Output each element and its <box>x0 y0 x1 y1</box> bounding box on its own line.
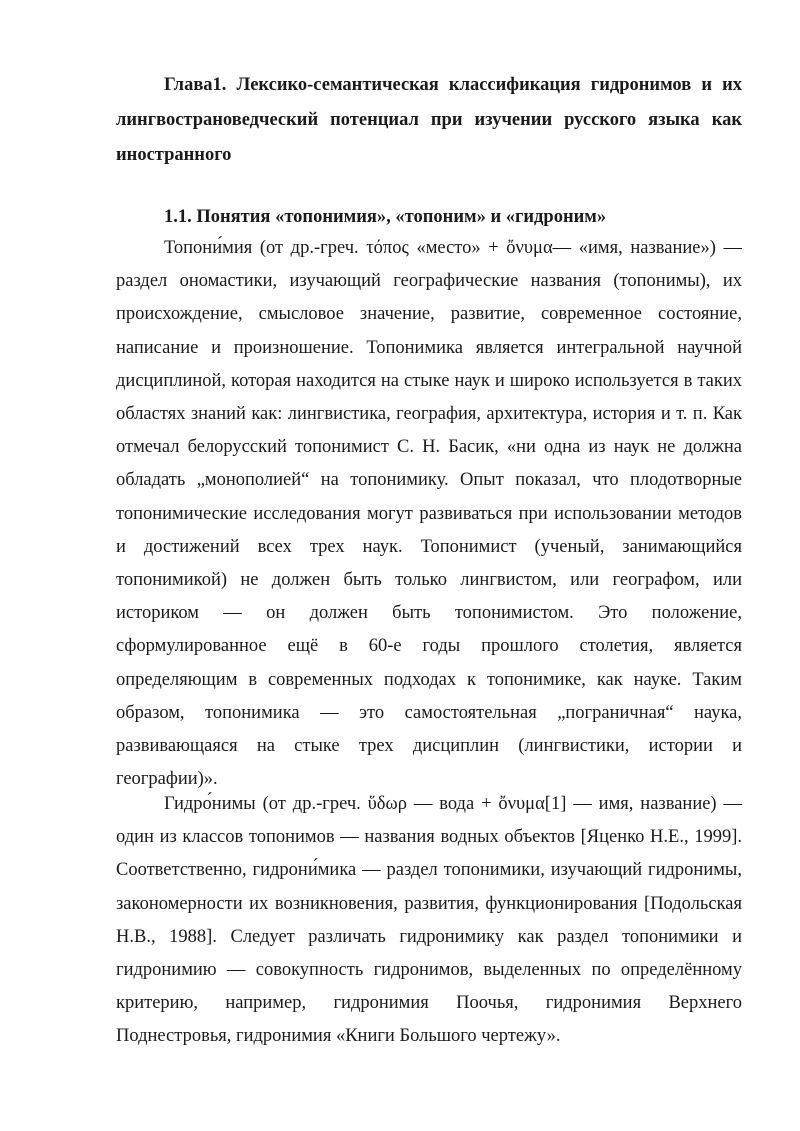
section-title: 1.1. Понятия «топонимия», «топоним» и «гидроним» <box>164 207 607 227</box>
paragraph-hydronyms: Гидро́нимы (от др.-греч. ὕδωρ — вода + ὄνυμα[1] — имя, название) — один из классов топонимов — названия водных объектов [Яценко Н.Е., 1999]. Соответственно, гидрони́мика — раздел топонимики, изучающий гидронимы, закономерности их возникновения, развития, функционирования [Подольская Н.В., 1988]. Следует различать гидронимику как раздел топонимики и гидронимию — совокупность гидронимов, выделенных по определённому критерию, например, гидронимия Поочья, гидронимия Верхнего Поднестровья, гидронимия «Книги Большого чертежу». <box>116 794 742 1047</box>
paragraph-toponymy: Топони́мия (от др.-греч. τόπος «место» + ὄνυμα— «имя, название») — раздел ономастики, изучающий географические названия (топонимы), их происхождение, смысловое значение, развитие, современное состояние, написание и произношение. Топонимика является интегральной научной дисциплиной, которая находится на стыке наук и широко используется в таких областях знаний как: лингвистика, география, архитектура, история и т. п. Как отмечал белорусский топонимист С. Н. Басик, «ни одна из наук не должна обладать „монополией“ на топонимику. Опыт показал, что плодотворные топонимические исследования могут развиваться при использовании методов и достижений всех трех наук. Топонимист (ученый, занимающийся топонимикой) не должен быть только лингвистом, или географом, или историком — он должен быть топонимистом. Это положение, сформулированное ещё в 60-е годы прошлого столетия, является определяющим в современных подходах к топонимике, как науке. Таким образом, топонимика — это самостоятельная „пограничная“ наука, развивающаяся на стыке трех дисциплин (лингвистики, истории и географии)». <box>116 238 742 790</box>
chapter-title: Глава1. Лексико-семантическая классификация гидронимов и их лингвострановедческий потенциал при изучении русского языка как иностранного <box>116 75 742 165</box>
